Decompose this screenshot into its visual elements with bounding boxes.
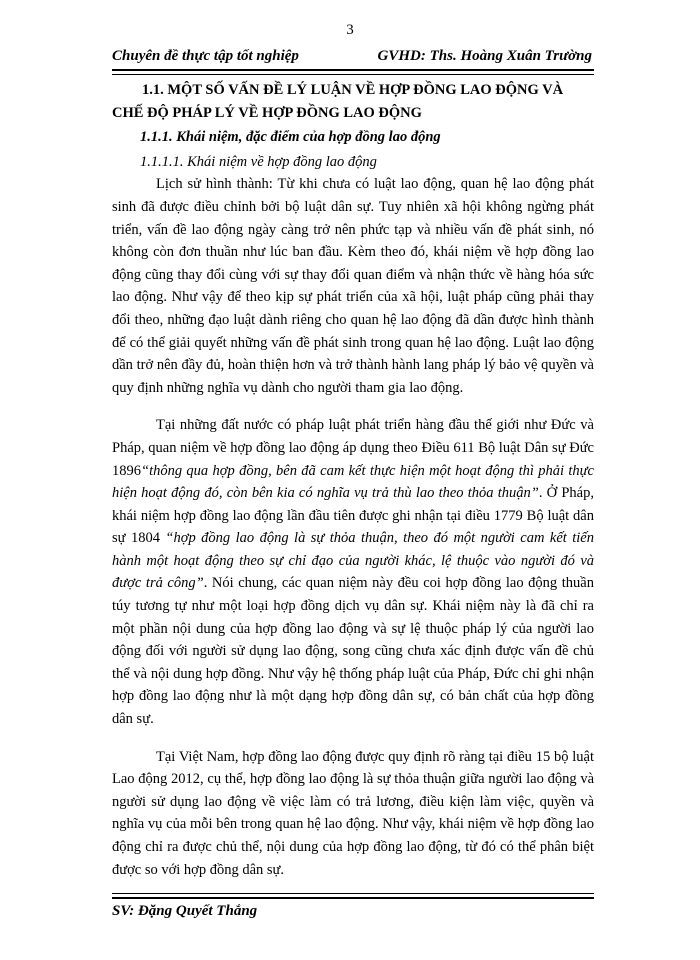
footer-rule-thick — [112, 897, 594, 899]
header-left-title: Chuyên đề thực tập tốt nghiệp — [112, 48, 299, 64]
paragraph2-text-3: . Nói chung, các quan niệm này đều coi hợp đồng lao động thuần túy tương tự như một loại hợp đồng dịch vụ dân sự. Khái niệm này là đã chỉ ra một phần nội dung của hợp đồng lao động và sự lệ thuộc pháp lý của người lao động đối với người sử dụng lao động, song cũng chưa xác định được vấn đề chủ thể và nội dung hợp đồng. Như vậy hệ thống pháp luật của Pháp, Đức chỉ ghi nhận hợp đồng lao động như là một dạng hợp đồng dân sự, có bản chất của hợp đồng dân sự. — [112, 575, 594, 728]
quote-german-civil-code: “thông qua hợp đồng, bên đã cam kết thực hiện một hoạt động thì phải thực hiện hoạt động đó, còn bên kia có nghĩa vụ trả thù lao theo thỏa thuận” — [112, 462, 594, 502]
subsubsection-heading: 1.1.1.1. Khái niệm về hợp đồng lao động — [140, 153, 377, 170]
paragraph-germany-france — [112, 414, 594, 730]
page-footer-student: SV: Đặng Quyết Thắng — [112, 903, 258, 919]
header-rule-thin — [112, 74, 594, 75]
subsection-heading: 1.1.1. Khái niệm, đặc điểm của hợp đồng lao động — [140, 129, 441, 146]
paragraph-history: Lịch sử hình thành: Từ khi chưa có luật lao động, quan hệ lao động phát sinh đã được điều chỉnh bởi bộ luật dân sự. Tuy nhiên xã hội không ngừng phát triển, vấn đề lao động ngày càng trở nên phức tạp và nhiều vấn đề phát sinh, nó không còn đơn thuần như lúc ban đầu. Kèm theo đó, khái niệm về hợp đồng lao động cũng thay đổi cùng với sự thay đổi quan điểm và nhận thức về hàng hóa sức lao động. Như vậy để theo kịp sự phát triển của xã hội, luật pháp cũng phải thay đổi theo, những đạo luật dành riêng cho quan hệ lao động đã dần được hình thành để có thể giải quyết những vấn đề phát sinh trong quan hệ lao động. Luật lao động dần trở nên đầy đủ, hoàn thiện hơn và trở thành hành lang pháp lý bảo vệ quyền và quy định những nghĩa vụ dành cho người tham gia lao động. — [112, 176, 594, 396]
section-heading-line2: CHẾ ĐỘ PHÁP LÝ VỀ HỢP ĐỒNG LAO ĐỘNG — [112, 104, 422, 121]
footer-rule-thin — [112, 893, 594, 894]
paragraph2-text-1: Tại những đất nước có pháp luật phát triển hàng đầu thế giới như Đức và Pháp, quan niệm về hợp đồng lao động áp dụng theo Điều 611 Bộ luật Dân sự Đức 1896 — [112, 417, 594, 479]
document-body — [112, 79, 594, 881]
paragraph-vietnam: Tại Việt Nam, hợp đồng lao động được quy định rõ ràng tại điều 15 bộ luật Lao động 2012, cụ thể, hợp đồng lao động là sự thỏa thuận giữa người lao động và người sử dụng lao động về việc làm có trả lương, điều kiện làm việc, quyền và nghĩa vụ của mỗi bên trong quan hệ lao động. Như vậy, khái niệm về hợp đồng lao động chỉ ra được chủ thể, nội dung của hợp đồng lao động, từ đó có thể phân biệt được so với hợp đồng dân sự. — [112, 748, 594, 878]
header-rule-thick — [112, 69, 594, 71]
paragraph2-text-2: . Ở Pháp, khái niệm hợp đồng lao động lần đầu tiên được ghi nhận tại điều 1779 Bộ luật dân sự 1804 — [112, 485, 594, 547]
section-heading — [112, 79, 594, 124]
section-heading-line1: 1.1. MỘT SỐ VẤN ĐỀ LÝ LUẬN VỀ HỢP ĐỒNG LAO ĐỘNG VÀ — [142, 82, 564, 98]
quote-french-civil-code: “hợp đồng lao động là sự thỏa thuận, theo đó một người cam kết tiến hành một hoạt động theo sự chỉ đạo của người khác, lệ thuộc vào người đó và được trả công” — [112, 530, 594, 592]
page-header — [112, 48, 592, 65]
header-advisor: GVHD: Ths. Hoàng Xuân Trường — [377, 48, 592, 64]
page-number: 3 — [346, 22, 354, 38]
